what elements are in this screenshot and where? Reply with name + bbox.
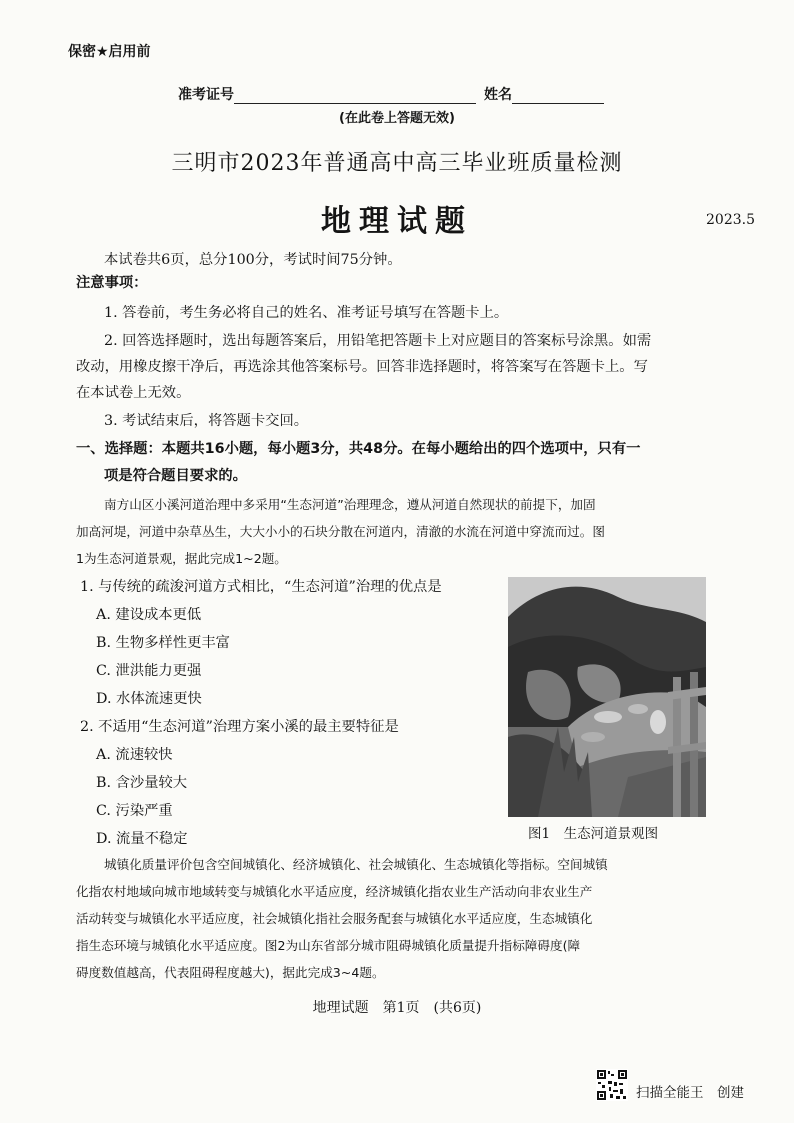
question-stem: 2. 不适用“生态河道”治理方案小溪的最主要特征是 xyxy=(80,719,399,735)
passage-line: 指生态环境与城镇化水平适应度。图2为山东省部分城市阻碍城镇化质量提升指标障碍度(障 xyxy=(76,938,581,953)
passage-line: 活动转变与城镇化水平适应度，社会城镇化指社会服务配套与城镇化水平适应度，生态城镇化 xyxy=(76,911,593,926)
passage-line: 城镇化质量评价包含空间城镇化、经济城镇化、社会城镇化、生态城镇化等指标。空间城镇 xyxy=(104,857,608,872)
question-option: B. 含沙量较大 xyxy=(96,775,188,791)
question-stem: 1. 与传统的疏浚河道方式相比，“生态河道”治理的优点是 xyxy=(80,579,442,595)
note-item: 2. 回答选择题时，选出每题答案后，用铅笔把答题卡上对应题目的答案标号涂黑。如需 xyxy=(104,333,652,349)
section-heading-cont: 项是符合题目要求的。 xyxy=(104,468,247,484)
question-option: C. 污染严重 xyxy=(96,803,173,819)
question-option: C. 泄洪能力更强 xyxy=(96,663,202,679)
notes-heading: 注意事项： xyxy=(76,275,148,291)
exam-id-label: 准考证号 xyxy=(178,87,234,103)
note-item: 3. 考试结束后，将答题卡交回。 xyxy=(104,413,309,429)
confidential-label: 保密★启用前 xyxy=(68,44,151,60)
river-landscape-photo xyxy=(508,577,706,817)
question-option: D. 水体流速更快 xyxy=(96,691,202,707)
exam-date: 2023.5 xyxy=(706,212,755,228)
question-option: A. 流速较快 xyxy=(96,747,173,763)
name-label: 姓名 xyxy=(484,87,512,103)
exam-intro: 本试卷共6页，总分100分，考试时间75分钟。 xyxy=(104,252,402,268)
name-blank xyxy=(512,89,604,104)
passage-line: 化指农村地域向城市地域转变与城镇化水平适应度，经济城镇化指农业生产活动向非农业生产 xyxy=(76,884,593,899)
passage-line: 1为生态河道景观，据此完成1~2题。 xyxy=(76,551,287,566)
passage-line: 碍度数值越高，代表阻碍程度越大)，据此完成3~4题。 xyxy=(76,965,385,980)
question-option: D. 流量不稳定 xyxy=(96,831,188,847)
candidate-info-line xyxy=(178,84,604,104)
page-footer: 地理试题 第1页 (共6页) xyxy=(312,1000,482,1016)
section-heading: 一、选择题：本题共16小题，每小题3分，共48分。在每小题给出的四个选项中，只有一 xyxy=(76,441,641,457)
qr-code-icon xyxy=(596,1069,628,1101)
note-item: 在本试卷上无效。 xyxy=(76,385,191,401)
scanner-watermark: 扫描全能王 创建 xyxy=(636,1085,744,1101)
figure-caption: 图1 生态河道景观图 xyxy=(528,826,659,842)
note-item: 改动，用橡皮擦干净后，再选涂其他答案标号。回答非选择题时，将答案写在答题卡上。写 xyxy=(76,359,648,375)
subject-title: 地理试题 xyxy=(321,204,473,239)
passage-line: 南方山区小溪河道治理中多采用“生态河道”治理理念，遵从河道自然现状的前提下，加固 xyxy=(104,497,596,512)
exam-title: 三明市2023年普通高中高三毕业班质量检测 xyxy=(171,151,623,176)
note-item: 1. 答卷前，考生务必将自己的姓名、准考证号填写在答题卡上。 xyxy=(104,305,509,321)
question-option: A. 建设成本更低 xyxy=(96,607,202,623)
passage-line: 加高河堤，河道中杂草丛生，大大小小的石块分散在河道内，清澈的水流在河道中穿流而过。图 xyxy=(76,524,605,539)
invalid-note: (在此卷上答题无效) xyxy=(339,111,455,126)
question-option: B. 生物多样性更丰富 xyxy=(96,635,230,651)
exam-id-blank xyxy=(234,89,476,104)
